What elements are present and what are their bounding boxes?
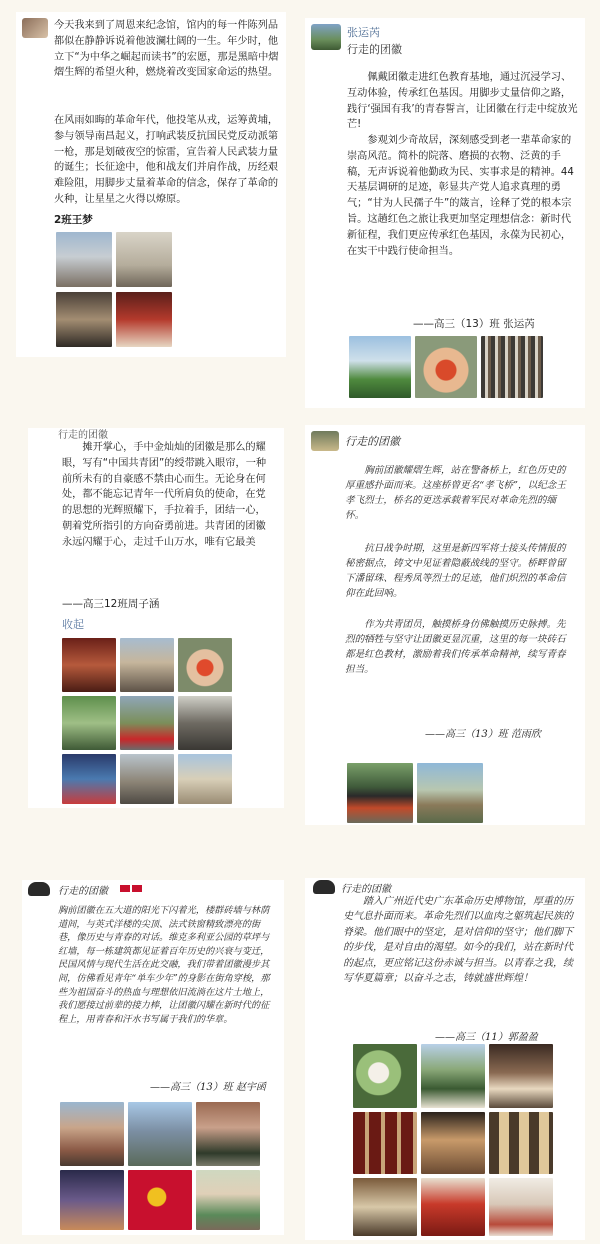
post-text-paragraph-1: 佩戴团徽走进红色教育基地，通过沉浸学习、互动体验，传承红色基因。用脚步丈量信仰之路，践行‘强国有我’的青春誓言，让团徽在行走中绽放光芒!: [347, 72, 578, 131]
flag-icon: [132, 885, 142, 892]
collapse-link[interactable]: 收起: [62, 618, 84, 631]
post-title: 行走的团徽: [347, 43, 402, 56]
photo-exhibit-hall[interactable]: [56, 292, 112, 347]
post-text-paragraph-2: 在风雨如晦的革命年代，他投笔从戎，运筹黄埔，参与领导南昌起义，打响武装反抗国民党反动派第一枪，那是划破夜空的惊雷，宣告着人民武装力量的诞生；长征途中，他和战友们并肩作战，历经艰难险阻，用脚步丈量着革命的信念，保存了革命的火种，让星星之火得以燎原。: [54, 115, 279, 205]
photo-exhibit-wall[interactable]: [353, 1112, 417, 1174]
photo-exhibition-corridor[interactable]: [489, 1044, 553, 1108]
author-name[interactable]: 张运芮: [347, 26, 380, 39]
photo-screen[interactable]: [62, 754, 116, 804]
post-author: 2班王梦: [54, 214, 93, 226]
post-text-paragraph: 胸前团徽在五大道的阳光下闪着光，楼群砖墙与林荫道间，与英式洋楼的尖顶、法式铁窗精致漂亮的街巷，像历史与青春的对话。维克多利亚公园的草坪与红墙，每一栋建筑都见证着百年历史的兴衰与变迁，民国风情与现代生活在此交融，我们带着团徽漫步其间，仿佛看见青年“单车少年”的身影在街角穿梭，那些为祖国奋斗的热血与理想依旧流淌在这片土地上，我们愿接过前辈的接力棒，让团徽闪耀在新时代的征程上，用青春和汗水书写属于我们的华章。: [58, 905, 270, 1025]
post-text-paragraph-1: 胸前团徽耀熠生辉，站在警备桥上，红色历史的厚重感扑面而来。这座桥曾更名“孝飞桥”，以纪念王孝飞烈士，桥名的更迭承载着军民对革命先烈的缅怀。: [345, 465, 566, 521]
photo-garden[interactable]: [62, 696, 116, 750]
post-title: 行走的团徽: [58, 886, 108, 897]
photo-badge-in-hand[interactable]: [415, 336, 477, 398]
photo-archway[interactable]: [120, 754, 174, 804]
photo-western-building[interactable]: [60, 1102, 124, 1166]
post-title: 行走的团徽: [58, 430, 108, 441]
photo-display-case[interactable]: [421, 1112, 485, 1174]
post-signature: ——高三12班周子涵: [62, 598, 160, 610]
post-text-paragraph-1: 今天我来到了周恩来纪念馆，馆内的每一件陈列品都似在静静诉说着他波澜壮阔的一生。年少时，他立下“为中华之崛起而读书”的宏愿，那是黑暗中熠熠生辉的希望火种，燃烧着改变国家命运的热望。: [54, 20, 279, 79]
photo-exhibit-screen[interactable]: [60, 1170, 124, 1230]
avatar[interactable]: [313, 880, 335, 894]
photo-badge-display[interactable]: [489, 1178, 553, 1236]
photo-red-exhibit[interactable]: [421, 1178, 485, 1236]
photo-badge-1[interactable]: [178, 638, 232, 692]
photo-statue[interactable]: [116, 232, 172, 287]
photo-tower[interactable]: [128, 1102, 192, 1166]
photo-machine[interactable]: [178, 696, 232, 750]
photo-party-emblem[interactable]: [128, 1170, 192, 1230]
photo-bookshelf[interactable]: [481, 336, 543, 398]
post-text-paragraph-2: 参观刘少奇故居，深刻感受到老一辈革命家的崇高风范。简朴的院落、磨损的衣物、泛黄的手稿，无声诉说着他勤政为民、实事求是的精神。44天基层调研的足迹，彰显共产党人追求真理的勇气；“甘为人民孺子牛”的箴言，诠释了党的根本宗旨。这趟红色之旅让我更加坚定理想信念：新时代新征程，我们更应传承红色基因，永葆为民初心，在实干中践行使命担当。: [347, 135, 574, 257]
photo-bridge-plaque[interactable]: [347, 763, 413, 823]
photo-hall-building[interactable]: [178, 754, 232, 804]
post-card-4: [305, 425, 585, 825]
avatar[interactable]: [311, 24, 341, 50]
photo-documents[interactable]: [353, 1178, 417, 1236]
photo-student-portrait[interactable]: [196, 1170, 260, 1230]
post-text-paragraph: 摊开掌心，手中金灿灿的团徽是那么的耀眼，写有“中国共青团”的绶带跳入眼帘，一种前所未有的自豪感不禁由心而生。无论身在何处，都不能忘记青年一代所肩负的使命，在党的思想的光辉照耀下，手拉着手，团结一心，朝着党所指引的方向奋勇前进。共青团的团徽永远闪耀于心，走过千山万水，唯有它最美: [62, 442, 267, 548]
photo-flowers[interactable]: [353, 1044, 417, 1108]
post-signature: ——高三（11）郭盈盈: [435, 1032, 538, 1043]
post-card-5: [22, 880, 284, 1235]
photo-memorial-building[interactable]: [56, 232, 112, 287]
post-signature: ——高三（13）班 赵宇函: [150, 1082, 266, 1093]
post-signature: ——高三（13）班 范雨欣: [425, 729, 541, 740]
post-card-2: [305, 18, 585, 408]
photo-street[interactable]: [120, 696, 174, 750]
avatar[interactable]: [28, 882, 50, 896]
photo-former-residence[interactable]: [349, 336, 411, 398]
avatar[interactable]: [311, 431, 339, 451]
post-text-paragraph: 踏入广州近代史广东革命历史博物馆，厚重的历史气息扑面而来。革命先烈们以血肉之躯筑起民族的脊梁。他们眼中的坚定，是对信仰的坚守；他们脚下的步伐，是对自由的渴望。如今的我们，站在新时代的起点，更应铭记这份赤诚与担当。以青春之我，续写华夏篇章；以奋斗之志，铸就盛世辉煌！: [343, 896, 573, 985]
post-text-paragraph-3: 作为共青团员，触摸桥身仿佛触摸历史脉搏。先烈的牺牲与坚守让团徽更显沉重，这里的每一块砖石都是红色教材，激励着我们传承革命精神，续写青春担当。: [345, 619, 566, 675]
post-card-3: [28, 428, 284, 808]
photo-bridge-river[interactable]: [417, 763, 483, 823]
post-signature: ——高三（13）班 张运芮: [413, 318, 535, 330]
photo-building-1[interactable]: [120, 638, 174, 692]
post-title: 行走的团徽: [345, 435, 400, 448]
photo-exhibit-display[interactable]: [116, 292, 172, 347]
post-title: 行走的团徽: [341, 884, 391, 895]
photo-gallery-panels[interactable]: [489, 1112, 553, 1174]
photo-memorial-hall[interactable]: [421, 1044, 485, 1108]
photo-exhibit-1[interactable]: [62, 638, 116, 692]
post-card-6: [305, 878, 585, 1240]
avatar[interactable]: [22, 18, 48, 38]
flag-icon: [120, 885, 130, 892]
post-card-1: [16, 12, 286, 357]
photo-student-at-building[interactable]: [196, 1102, 260, 1166]
post-text-paragraph-2: 抗日战争时期，这里是新四军将士接头传情报的秘密据点，铸文中见证着隐蔽战线的坚守。桥畔曾留下潘留珠、程秀凤等烈士的足迹，他们炽烈的革命信仰在此回响。: [345, 543, 566, 599]
